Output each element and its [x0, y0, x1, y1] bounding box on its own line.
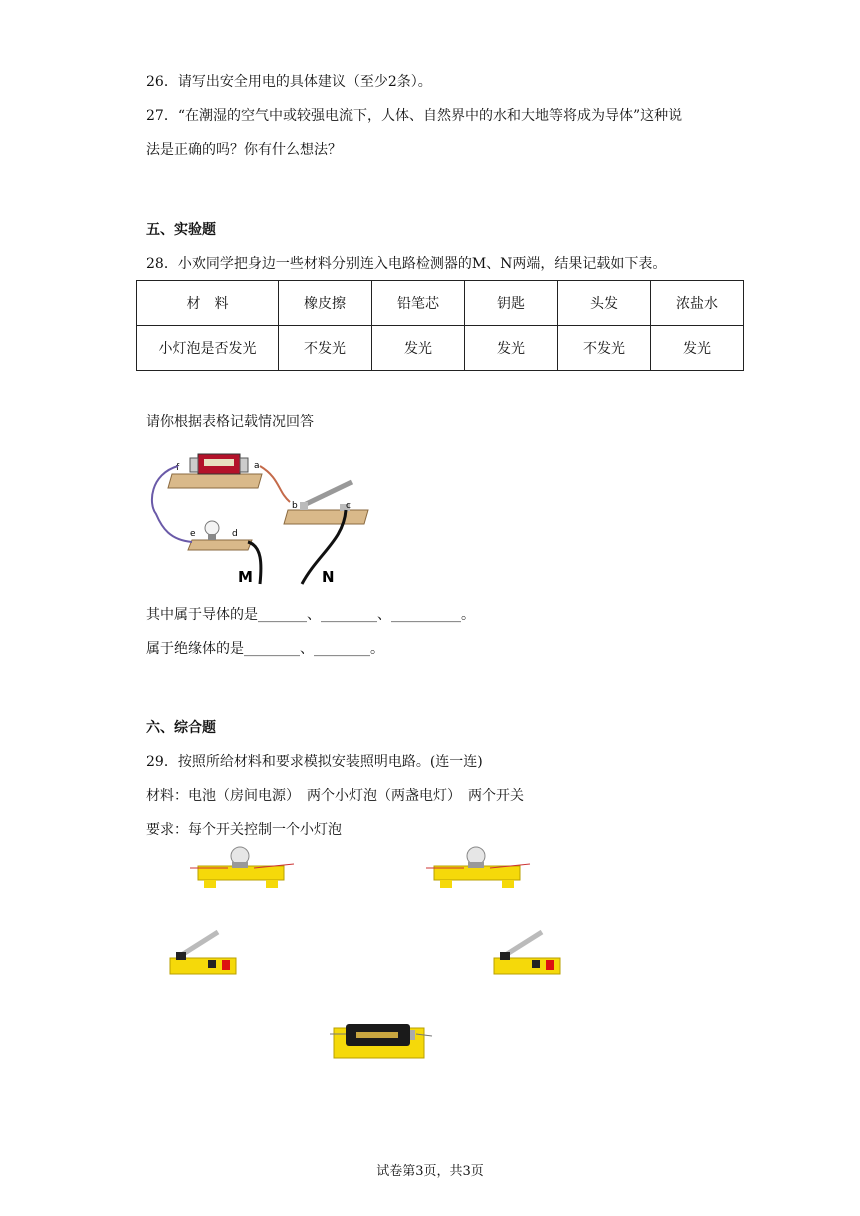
- conductors-blank-line: 其中属于导体的是_______、________、__________。: [146, 607, 475, 623]
- switch-post: [500, 952, 510, 960]
- label-c: c: [346, 501, 351, 511]
- page-footer: 试卷第3页，共3页: [376, 1164, 484, 1179]
- bulb-board-right[interactable]: [424, 846, 534, 890]
- results-table: [136, 280, 744, 371]
- materials-text: 材料：电池（房间电源） 两个小灯泡（两盏电灯） 两个开关: [146, 788, 524, 804]
- board-leg: [440, 880, 452, 888]
- table-header-row: [137, 281, 744, 326]
- bulb-socket: [468, 862, 484, 868]
- circuit-tester-diagram: [140, 444, 370, 590]
- label-m: M: [238, 568, 253, 586]
- table-cell: 橡皮擦: [279, 281, 372, 326]
- bulb-socket: [232, 862, 248, 868]
- battery-terminal: [410, 1030, 415, 1040]
- section-5-heading: 五、实验题: [146, 222, 216, 238]
- table-cell: 铅笔芯: [372, 281, 465, 326]
- table-cell: 发光: [465, 326, 558, 371]
- label-e: e: [190, 529, 196, 539]
- table-cell: 小灯泡是否发光: [137, 326, 279, 371]
- table-cell: 发光: [651, 326, 744, 371]
- table-cell: 头发: [558, 281, 651, 326]
- table-cell: 材 料: [137, 281, 279, 326]
- board-leg: [204, 880, 216, 888]
- instruction-text: 请你根据表格记载情况回答: [146, 414, 314, 430]
- switch-base: [284, 510, 368, 524]
- section-6-heading: 六、综合题: [146, 720, 216, 736]
- switch-post: [176, 952, 186, 960]
- wire: [260, 466, 290, 502]
- label-d: d: [232, 529, 238, 539]
- question-29: 29．按照所给材料和要求模拟安装照明电路。(连一连): [146, 754, 483, 770]
- label-n: N: [322, 568, 335, 586]
- bulb-socket: [208, 534, 216, 540]
- label-a: a: [254, 461, 260, 471]
- board-leg: [266, 880, 278, 888]
- question-27-line1: 27．“在潮湿的空气中或较强电流下，人体、自然界中的水和大地等将成为导体”这种说: [146, 108, 683, 124]
- battery-clip: [240, 458, 248, 472]
- battery-holder[interactable]: [330, 1020, 434, 1064]
- table-cell: 不发光: [279, 326, 372, 371]
- table-cell: 不发光: [558, 326, 651, 371]
- battery-label: [204, 459, 234, 466]
- switch-board-left[interactable]: [166, 928, 246, 980]
- battery-base: [168, 474, 262, 488]
- table-cell: 钥匙: [465, 281, 558, 326]
- bulb-icon: [205, 521, 219, 535]
- terminal-black: [532, 960, 540, 968]
- bulb-base: [188, 540, 252, 550]
- question-26: 26．请写出安全用电的具体建议（至少2条）。: [146, 74, 432, 90]
- battery-clip: [190, 458, 198, 472]
- terminal-black: [208, 960, 216, 968]
- board-leg: [502, 880, 514, 888]
- terminal-red: [222, 960, 230, 970]
- table-cell: 发光: [372, 326, 465, 371]
- question-28: 28．小欢同学把身边一些材料分别连入电路检测器的M、N两端，结果记载如下表。: [146, 256, 667, 272]
- switch-board-right[interactable]: [490, 928, 570, 980]
- insulators-blank-line: 属于绝缘体的是________、________。: [146, 641, 384, 657]
- switch-lever-icon: [302, 482, 352, 506]
- switch-post: [300, 502, 308, 510]
- bulb-board-left[interactable]: [188, 846, 298, 890]
- question-27-line2: 法是正确的吗？你有什么想法？: [146, 142, 342, 158]
- battery-label: [356, 1032, 398, 1038]
- table-row: [137, 326, 744, 371]
- table-cell: 浓盐水: [651, 281, 744, 326]
- label-f: f: [176, 463, 180, 473]
- requirement-text: 要求：每个开关控制一个小灯泡: [146, 822, 342, 838]
- terminal-red: [546, 960, 554, 970]
- label-b: b: [292, 501, 298, 511]
